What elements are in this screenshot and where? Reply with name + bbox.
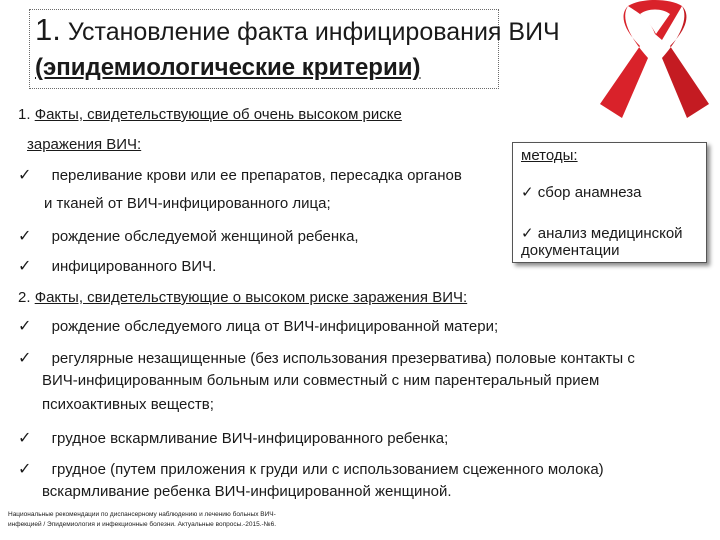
check-icon: ✓ [521, 225, 534, 242]
list-item: ✓ регулярные незащищенные (без использования презерватива) половые контакты с [18, 350, 635, 367]
footer-reference: Национальные рекомендации по диспансерному наблюдению и лечению больных ВИЧ- инфекцией / Эпидемиология и инфекционные болезни. Актуальные вопросы.-2015.-№6. [8, 511, 277, 528]
title-number: 1. [35, 12, 61, 47]
check-icon: ✓ [18, 461, 32, 478]
section1-heading-line1: 1. Факты, свидетельствующие об очень высоком риске [18, 106, 402, 123]
list-item: ✓ грудное (путем приложения к груди или с использованием сцеженного молока) [18, 461, 604, 478]
section1-heading-line2: заражения ВИЧ: [27, 136, 142, 153]
list-item-continuation: психоактивных веществ; [42, 396, 214, 413]
methods-title: методы: [521, 147, 578, 164]
red-ribbon-icon [592, 0, 717, 125]
list-item: ✓ инфицированного ВИЧ. [18, 258, 217, 275]
check-icon: ✓ [18, 258, 32, 275]
methods-box [512, 142, 707, 263]
title-line-1: Установление факта инфицирования ВИЧ [67, 18, 560, 46]
check-icon: ✓ [18, 430, 32, 447]
list-item-continuation: вскармливание ребенка ВИЧ-инфицированной женщиной. [42, 483, 452, 500]
check-icon: ✓ [18, 167, 32, 184]
check-icon: ✓ [18, 228, 32, 245]
list-item: ✓ рождение обследуемого лица от ВИЧ-инфицированной матери; [18, 318, 499, 335]
section2-heading: 2. Факты, свидетельствующие о высоком риске заражения ВИЧ: [18, 289, 468, 306]
methods-item: ✓ анализ медицинской документации [521, 225, 683, 259]
check-icon: ✓ [18, 350, 32, 367]
list-item-continuation: и тканей от ВИЧ-инфицированного лица; [44, 195, 331, 212]
page-title [35, 12, 560, 48]
list-item-continuation: ВИЧ-инфицированным больным или совместный с ним парентеральный прием [42, 372, 600, 389]
check-icon: ✓ [521, 184, 534, 201]
check-icon: ✓ [18, 318, 32, 335]
methods-item: ✓ сбор анамнеза [521, 184, 642, 201]
list-item: ✓ переливание крови или ее препаратов, пересадка органов [18, 167, 462, 184]
title-line-2: (эпидемиологические критерии) [35, 54, 421, 81]
list-item: ✓ рождение обследуемой женщиной ребенка, [18, 228, 359, 245]
list-item: ✓ грудное вскармливание ВИЧ-инфицированного ребенка; [18, 430, 449, 447]
